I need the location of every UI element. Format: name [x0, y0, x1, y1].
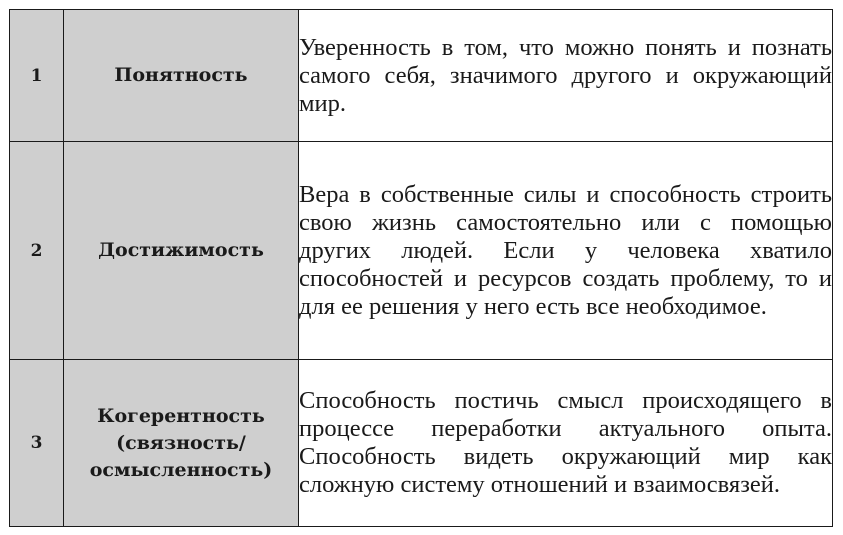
row-number: 1 — [10, 10, 64, 142]
component-name — [64, 360, 299, 527]
table-row — [10, 142, 833, 360]
component-name-line: (связность/ — [116, 431, 246, 454]
component-name-line: осмысленность) — [89, 458, 273, 481]
component-description: Способность постичь смысл происходящего в процессе переработки актуального опыта. Способность видеть окружающий мир как сложную систему отношений и взаимосвязей. — [299, 360, 833, 527]
components-table — [9, 9, 833, 527]
component-description: Уверенность в том, что можно понять и познать самого себя, значимого другого и окружающий мир. — [299, 10, 833, 142]
component-name — [64, 142, 299, 360]
table-row — [10, 10, 833, 142]
table-row — [10, 360, 833, 527]
component-name-line: Когерентность — [97, 404, 265, 427]
component-name-line: Достижимость — [98, 239, 264, 261]
component-description: Вера в собственные силы и способность строить свою жизнь самостоятельно или с помощью других людей. Если у человека хватило способностей и ресурсов создать проблему, то и для ее решения у него есть все необходимое. — [299, 142, 833, 360]
row-number: 3 — [10, 360, 64, 527]
component-name-line: Понятность — [114, 64, 248, 86]
component-name — [64, 10, 299, 142]
row-number: 2 — [10, 142, 64, 360]
